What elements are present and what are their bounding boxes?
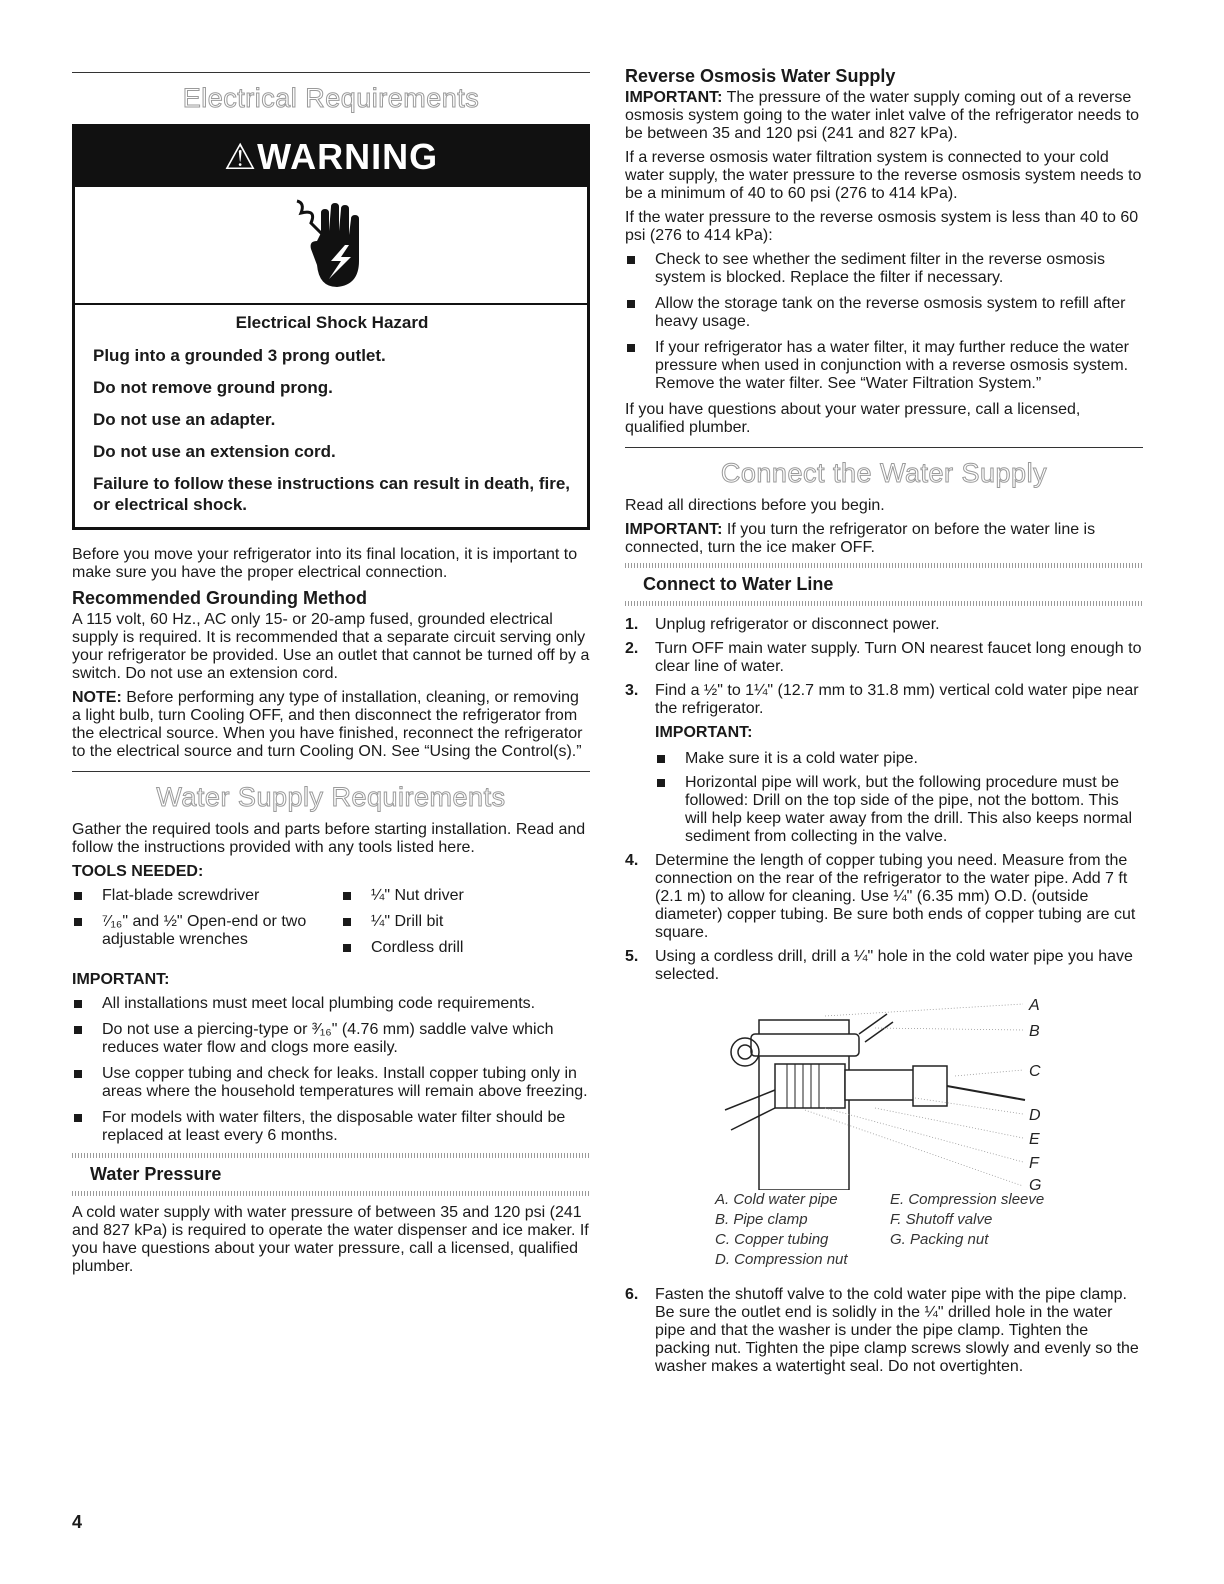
step	[625, 640, 1143, 676]
note-label: NOTE:	[72, 689, 122, 706]
tool-item: Cordless drill	[341, 939, 590, 957]
label-b: B	[1029, 1023, 1040, 1040]
step3-important-label: IMPORTANT:	[655, 724, 753, 741]
step-number: 6.	[625, 1286, 639, 1303]
divider	[625, 447, 1143, 448]
water-supply-intro: Gather the required tools and parts before starting installation. Read and follow the instructions provided with any tools listed here.	[72, 821, 586, 856]
tool-item: Flat-blade screwdriver	[72, 887, 321, 905]
important-item: Use copper tubing and check for leaks. Install copper tubing only in areas where the household temperatures will remain above freezing.	[72, 1065, 590, 1101]
connect-intro: Read all directions before you begin.	[625, 497, 885, 514]
step-text: Turn OFF main water supply. Turn ON nearest faucet long enough to clear line of water.	[655, 640, 1142, 675]
important-item: For models with water filters, the disposable water filter should be replaced at least every 6 months.	[72, 1109, 590, 1145]
connect-important-text: If you turn the refrigerator on before the water line is connected, turn the ice maker OFF.	[625, 521, 1096, 556]
step3-item: Make sure it is a cold water pipe.	[655, 750, 1143, 768]
label-c: C	[1029, 1063, 1041, 1080]
warning-banner-text: WARNING	[257, 136, 439, 177]
step3-list	[655, 750, 1143, 846]
water-line-heading: Connect to Water Line	[643, 574, 834, 594]
warning-box	[72, 124, 590, 530]
tools-label: TOOLS NEEDED:	[72, 863, 204, 880]
hazard-title: Electrical Shock Hazard	[235, 313, 429, 332]
divider	[72, 72, 590, 73]
step	[625, 948, 1143, 984]
divider	[72, 771, 590, 772]
ro-closing: If you have questions about your water pressure, call a licensed, qualified plumber.	[625, 401, 1081, 436]
legend-item: A. Cold water pipe	[715, 1191, 838, 1208]
ro-list	[625, 251, 1143, 393]
tools-right	[321, 887, 590, 965]
connect-important	[625, 521, 1143, 557]
warning-line: Do not remove ground prong.	[93, 378, 333, 397]
important-list	[72, 995, 590, 1145]
step-text: Find a ½" to 1¼" (12.7 mm to 31.8 mm) vertical cold water pipe near the refrigerator.	[655, 682, 1139, 717]
water-pressure-text: A cold water supply with water pressure of between 35 and 120 psi (241 and 827 kPa) is required to operate the water dispenser and ice maker. If you have questions about your water pressure, call a licensed, qualified plumber.	[72, 1204, 589, 1275]
steps-list	[625, 616, 1143, 984]
step	[625, 852, 1143, 942]
legend-item: F. Shutoff valve	[890, 1211, 993, 1228]
grounding-text: A 115 volt, 60 Hz., AC only 15- or 20-amp fused, grounded electrical supply is required. It is recommended that a separate circuit serving only your refrigerator be provided. Use an outlet that cannot be turned off by a switch. Do not use an extension cord.	[72, 611, 590, 682]
shock-hazard-icon	[75, 187, 587, 305]
ro-paragraph: If a reverse osmosis water filtration system is connected to your cold water supply, the water pressure to the reverse osmosis system needs to be a minimum of 40 to 60 psi (276 to 414 kPa).	[625, 149, 1142, 202]
right-column	[625, 62, 1143, 1382]
legend-right	[890, 1190, 1065, 1270]
shutoff-valve-diagram	[625, 990, 1143, 1190]
step	[625, 616, 1143, 634]
dotted-bar	[72, 1191, 590, 1196]
diagram-legend	[625, 1190, 1143, 1270]
ro-important-text: The pressure of the water supply coming out of a reverse osmosis system going to the water inlet valve of the refrigerator needs to be between 35 and 120 psi (241 and 827 kPa).	[625, 89, 1140, 142]
ro-paragraph: If the water pressure to the reverse osmosis system is less than 40 to 60 psi (276 to 414 kPa):	[625, 209, 1139, 244]
important-label: IMPORTANT:	[72, 971, 170, 988]
important-item: All installations must meet local plumbing code requirements.	[72, 995, 590, 1013]
label-a: A	[1029, 997, 1040, 1014]
water-pressure-heading: Water Pressure	[90, 1164, 222, 1184]
shutoff-valve-shape	[775, 1064, 845, 1108]
grounding-heading: Recommended Grounding Method	[72, 588, 367, 608]
label-d: D	[1029, 1107, 1041, 1124]
step-number: 1.	[625, 616, 639, 633]
electrical-intro: Before you move your refrigerator into its final location, it is important to make sure you have the proper electrical connection.	[72, 546, 578, 581]
warning-text	[75, 305, 587, 527]
warning-line: Do not use an extension cord.	[93, 442, 336, 461]
step-text: Using a cordless drill, drill a ¼" hole in the cold water pipe you have selected.	[655, 948, 1133, 983]
tools-list	[72, 887, 590, 965]
note-paragraph	[72, 689, 590, 761]
warning-line: Plug into a grounded 3 prong outlet.	[93, 346, 386, 365]
legend-item: B. Pipe clamp	[715, 1211, 808, 1228]
label-f: F	[1029, 1155, 1039, 1172]
connect-title: Connect the Water Supply	[720, 458, 1048, 488]
note-text: Before performing any type of installation, cleaning, or removing a light bulb, turn Cooling OFF, and then disconnect the refrigerator from the electrical source. When you have finished, reconnect the refrigerator to the electrical source and turn Cooling ON. See “Using the Control(s).”	[72, 689, 583, 760]
electrical-title: Electrical Requirements	[182, 83, 480, 113]
ro-item: Check to see whether the sediment filter in the reverse osmosis system is blocked. Replace the filter if necessary.	[625, 251, 1143, 287]
step3-item: Horizontal pipe will work, but the following procedure must be followed: Drill on the top side of the pipe, not the bottom. This will help keep water away from the drill. This also keeps normal sediment from collecting in the valve.	[655, 774, 1143, 846]
tool-item: ⁷⁄₁₆" and ½" Open-end or two adjustable wrenches	[72, 913, 321, 949]
dotted-bar	[625, 601, 1143, 606]
water-supply-title: Water Supply Requirements	[156, 782, 506, 812]
step-text: Determine the length of copper tubing you need. Measure from the connection on the rear of the refrigerator to the water pipe. Add 7 ft (2.1 m) to allow for cleaning. Use ¼" (6.35 mm) O.D. (outside diameter) copper tubing. Be sure both ends of copper tubing are cut square.	[655, 852, 1136, 941]
page-number: 4	[72, 1512, 83, 1532]
tools-left	[72, 887, 321, 965]
tool-item: ¼" Nut driver	[341, 887, 590, 905]
reverse-osmosis-heading: Reverse Osmosis Water Supply	[625, 66, 896, 86]
label-e: E	[1029, 1131, 1040, 1148]
ro-item: Allow the storage tank on the reverse osmosis system to refill after heavy usage.	[625, 295, 1143, 331]
legend-item: E. Compression sleeve	[890, 1191, 1045, 1208]
tool-item: ¼" Drill bit	[341, 913, 590, 931]
legend-item: G. Packing nut	[890, 1231, 989, 1248]
legend-item: C. Copper tubing	[715, 1231, 829, 1248]
copper-tubing-shape	[845, 1070, 915, 1100]
ro-item: If your refrigerator has a water filter, it may further reduce the water pressure when used in conjunction with a reverse osmosis system. Remove the water filter. See “Water Filtration System.”	[625, 339, 1143, 393]
left-column	[72, 62, 590, 1282]
step	[625, 1286, 1143, 1376]
warning-triangle-icon: ⚠	[223, 136, 258, 177]
label-g: G	[1029, 1177, 1042, 1190]
ro-important	[625, 89, 1143, 143]
warning-line: Failure to follow these instructions can result in death, fire, or electrical shock.	[93, 474, 571, 514]
step-number: 3.	[625, 682, 639, 699]
important-item: Do not use a piercing-type or ³⁄₁₆" (4.76 mm) saddle valve which reduces water flow and clogs more easily.	[72, 1021, 590, 1057]
step-number: 4.	[625, 852, 639, 869]
step-text: Fasten the shutoff valve to the cold water pipe with the pipe clamp. Be sure the outlet end is solidly in the ¼" drilled hole in the water pipe and that the washer is under the pipe clamp. Tighten the packing nut. Tighten the pipe clamp screws slowly and evenly so the washer makes a watertight seal. Do not overtighten.	[655, 1286, 1139, 1375]
ro-important-label: IMPORTANT:	[625, 89, 723, 106]
steps-list-continued	[625, 1286, 1143, 1376]
legend-left	[715, 1190, 890, 1270]
warning-line: Do not use an adapter.	[93, 410, 276, 429]
step-number: 2.	[625, 640, 639, 657]
warning-banner	[75, 127, 587, 187]
legend-item: D. Compression nut	[715, 1251, 848, 1268]
step-text: Unplug refrigerator or disconnect power.	[655, 616, 940, 633]
step-number: 5.	[625, 948, 639, 965]
connect-important-label: IMPORTANT:	[625, 521, 723, 538]
pipe-clamp-shape	[751, 1034, 859, 1056]
step	[625, 682, 1143, 846]
